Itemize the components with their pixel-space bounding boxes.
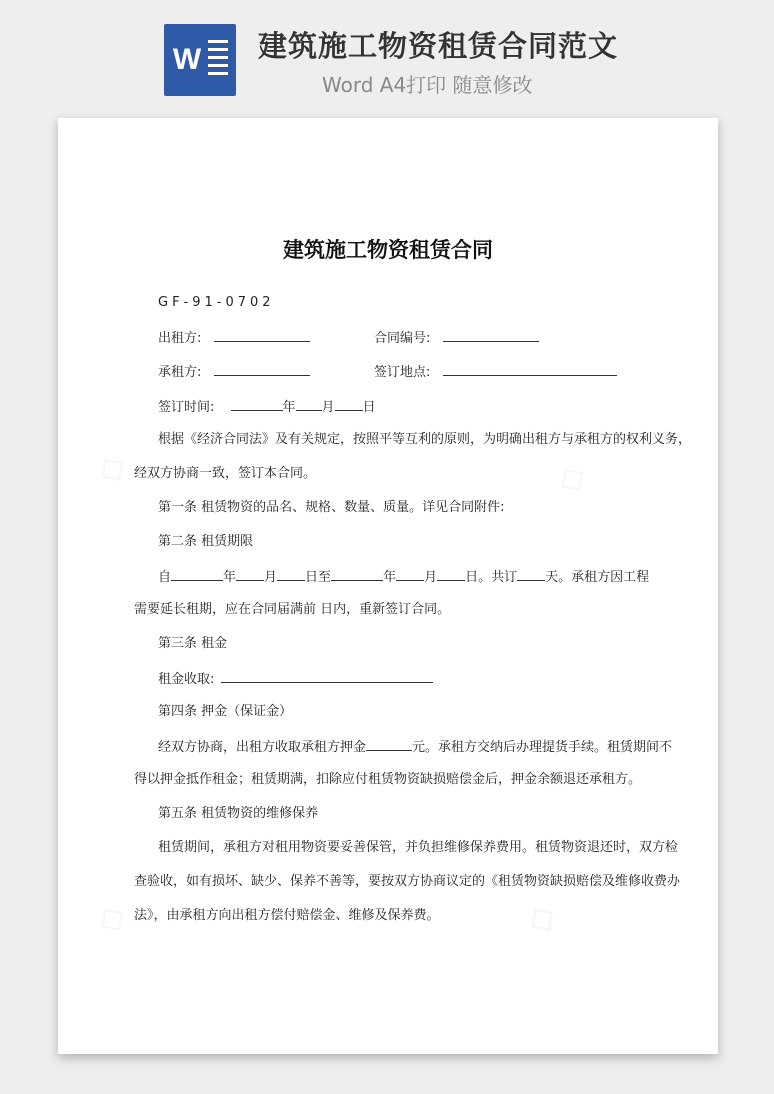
sign-place-input-line[interactable] (443, 362, 617, 376)
total-days-line[interactable] (517, 567, 545, 581)
period-tail-text: 天。承租方因工程 (545, 570, 650, 585)
lessee-input-line[interactable] (214, 362, 310, 376)
sign-place-field (374, 362, 617, 382)
document-page (58, 118, 718, 1054)
maintenance-line-2: 查验收，如有损坏、缺少、保养不善等，要按双方协商议定的《租赁物资缺损赔偿及维修收费办 (134, 874, 681, 889)
lessor-field (158, 328, 310, 348)
year-label: 年 (282, 400, 296, 415)
lessee-field (158, 362, 310, 382)
period-day-to-label: 日至 (305, 570, 332, 585)
article-2-heading: 第二条 租赁期限 (158, 534, 254, 549)
sign-time-label: 签订时间: (158, 400, 215, 415)
deposit-line-1 (158, 737, 672, 757)
word-icon (164, 24, 236, 96)
end-day-line[interactable] (437, 567, 465, 581)
article-1: 第一条 租赁物资的品名、规格、数量、质量。详见合同附件: (158, 500, 505, 515)
lessor-input-line[interactable] (214, 328, 310, 342)
rental-period-line-2: 需要延长租期，应在合同届满前 日内，重新签订合同。 (134, 602, 451, 617)
period-month-label-2: 月 (424, 570, 438, 585)
period-month-label: 月 (264, 570, 278, 585)
contract-no-input-line[interactable] (443, 328, 539, 342)
period-from-label: 自 (158, 570, 172, 585)
end-year-line[interactable] (331, 567, 383, 581)
contract-code: GF-91-0702 (158, 295, 275, 310)
watermark: ◇ (88, 444, 134, 492)
start-month-line[interactable] (236, 567, 264, 581)
start-year-line[interactable] (171, 567, 223, 581)
watermark: ◇ (548, 454, 594, 502)
maintenance-line-1: 租赁期间，承租方对租用物资要妥善保管，并负担维修保养费用。租赁物资退还时，双方检 (158, 840, 679, 855)
maintenance-line-3: 法》，由承租方向出租方偿付赔偿金、维修及保养费。 (134, 908, 440, 923)
rent-collection-field (158, 669, 433, 689)
sign-month-line[interactable] (296, 397, 322, 411)
period-total-label: 日。共订 (465, 570, 518, 585)
period-year-label-2: 年 (383, 570, 397, 585)
sign-year-line[interactable] (231, 397, 283, 411)
rental-period-line (158, 567, 649, 587)
article-3-heading: 第三条 租金 (158, 636, 228, 651)
sign-day-line[interactable] (335, 397, 363, 411)
period-year-label: 年 (223, 570, 237, 585)
month-label: 月 (321, 400, 335, 415)
document-title: 建筑施工物资租赁合同 (283, 238, 493, 262)
banner-subtitle: Word A4打印 随意修改 (322, 73, 533, 97)
word-logo-letter: W (172, 43, 202, 76)
banner (0, 0, 774, 118)
sign-place-label: 签订地点: (374, 365, 431, 380)
word-logo-lines (208, 40, 228, 80)
rent-collection-label: 租金收取: (158, 672, 215, 687)
watermark: ◇ (88, 894, 134, 942)
intro-line-1: 根据《经济合同法》及有关规定，按照平等互利的原则，为明确出租方与承租方的权利义务， (158, 432, 692, 447)
contract-no-field (374, 328, 539, 348)
deposit-amount-line[interactable] (366, 737, 412, 751)
watermark: ◇ (518, 894, 564, 942)
lessor-label: 出租方: (158, 331, 202, 346)
deposit-head-text: 经双方协商，出租方收取承租方押金 (158, 740, 367, 755)
sign-time-field (158, 397, 376, 417)
banner-title: 建筑施工物资租赁合同范文 (258, 29, 619, 63)
contract-no-label: 合同编号: (374, 331, 431, 346)
deposit-line-2: 得以押金抵作租金；租赁期满，扣除应付租赁物资缺损赔偿金后，押金余额退还承租方。 (134, 772, 642, 787)
intro-line-2: 经双方协商一致，签订本合同。 (134, 466, 317, 481)
start-day-line[interactable] (277, 567, 305, 581)
lessee-label: 承租方: (158, 365, 202, 380)
day-label: 日 (362, 400, 376, 415)
rent-collection-input-line[interactable] (221, 669, 433, 683)
end-month-line[interactable] (396, 567, 424, 581)
article-5-heading: 第五条 租赁物资的维修保养 (158, 806, 319, 821)
article-4-heading: 第四条 押金（保证金） (158, 704, 293, 719)
deposit-tail-text: 元。承租方交纳后办理提货手续。租赁期间不 (412, 740, 673, 755)
